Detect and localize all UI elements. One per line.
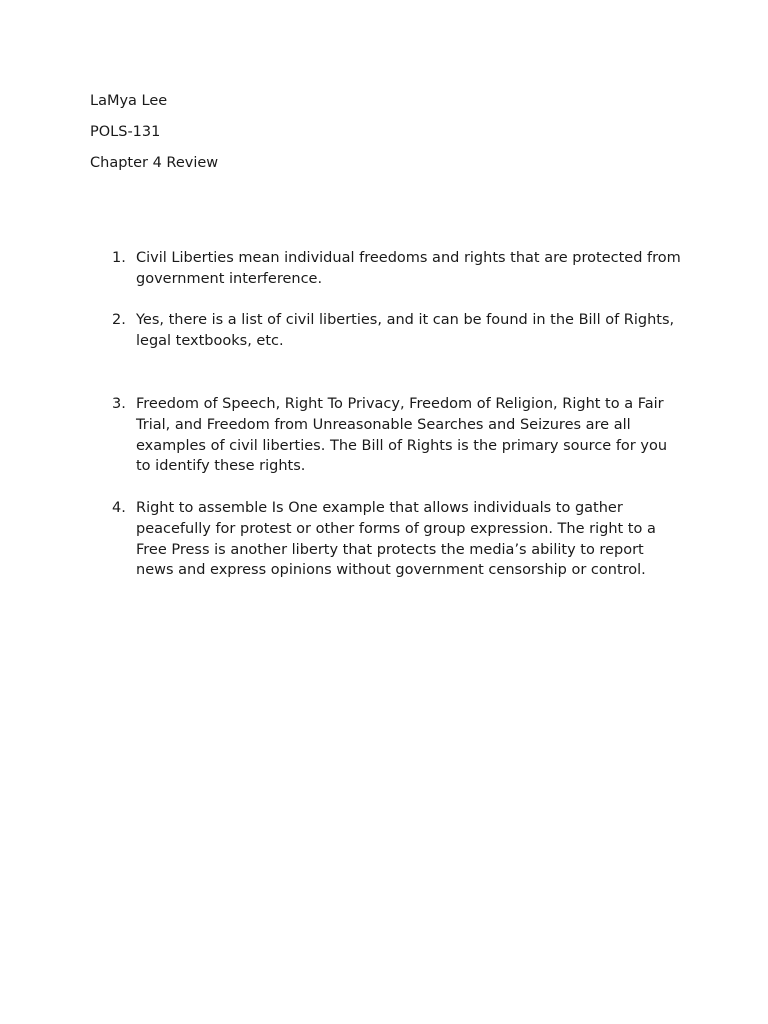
assignment-title: Chapter 4 Review [90, 155, 219, 171]
answer-number: 2. [112, 312, 126, 328]
answer-number: 1. [112, 250, 126, 266]
answer-number: 4. [112, 500, 126, 516]
document-header [90, 92, 218, 185]
answer-text: Right to assemble Is One example that allows individuals to gather peacefully for protest or other forms of group expression. The right to a Free Press is another liberty that protects the media’s ability to report news and express opinions without government censorship or control. [136, 500, 656, 579]
answer-number: 3. [112, 396, 126, 412]
answer-text: Civil Liberties mean individual freedoms and rights that are protected from government interference. [136, 250, 681, 287]
answer-text: Freedom of Speech, Right To Privacy, Freedom of Religion, Right to a Fair Trial, and Freedom from Unreasonable Searches and Seizures are all examples of civil liberties. The Bill of Rights is the primary source for you to identify these rights. [136, 396, 668, 475]
answer-text: Yes, there is a list of civil liberties, and it can be found in the Bill of Rights, legal textbooks, etc. [136, 312, 675, 349]
course-code: POLS-131 [90, 124, 161, 140]
student-name: LaMya Lee [90, 93, 168, 109]
